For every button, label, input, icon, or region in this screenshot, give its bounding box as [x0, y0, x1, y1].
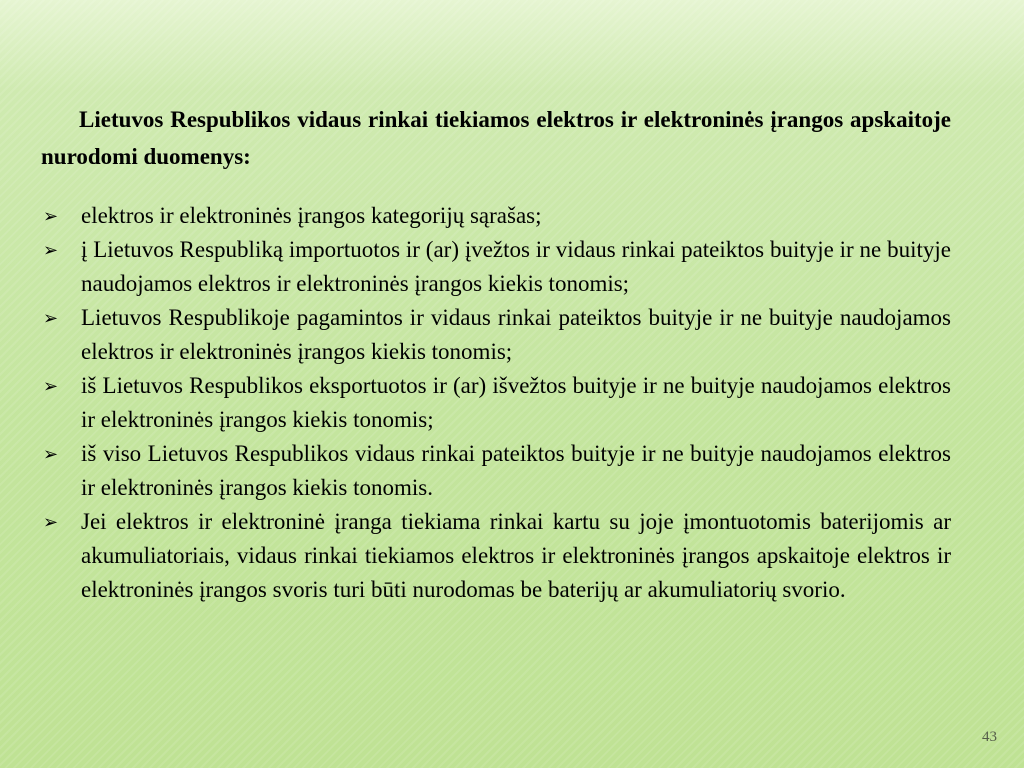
bullet-text: iš Lietuvos Respublikos eksportuotos ir (ar) išvežtos buityje ir ne buityje naudojamos elektros ir elektroninės įrangos kiekis tonomis; [81, 373, 951, 432]
arrowhead-bullet-icon: ➢ [43, 512, 59, 533]
arrowhead-bullet-icon: ➢ [43, 308, 59, 329]
intro-heading: Lietuvos Respublikos vidaus rinkai tiekiamos elektros ir elektroninės įrangos apskaitoje nurodomi duomenys: [41, 107, 951, 169]
bullet-item [41, 301, 951, 369]
bullet-text: į Lietuvos Respubliką importuotos ir (ar) įvežtos ir vidaus rinkai pateiktos buityje ir ne buityje naudojamos elektros ir elektroninės įrangos kiekis tonomis; [81, 237, 951, 296]
page-number: 43 [982, 729, 997, 745]
bullet-item [41, 233, 951, 301]
arrowhead-bullet-icon: ➢ [43, 444, 59, 465]
arrowhead-bullet-icon: ➢ [43, 240, 59, 261]
bullet-text: elektros ir elektroninės įrangos kategorijų sąrašas; [81, 203, 542, 228]
bullet-item [41, 369, 951, 437]
bullet-list [41, 199, 951, 607]
arrowhead-bullet-icon: ➢ [43, 206, 59, 227]
arrowhead-bullet-icon: ➢ [43, 376, 59, 397]
bullet-text: Lietuvos Respublikoje pagamintos ir vidaus rinkai pateiktos buityje ir ne buityje naudojamos elektros ir elektroninės įrangos kiekis tonomis; [81, 305, 951, 364]
bullet-item [41, 437, 951, 505]
bullet-text: Jei elektros ir elektroninė įranga tiekiama rinkai kartu su joje įmontuotomis baterijomis ar akumuliatoriais, vidaus rinkai tiekiamos elektros ir elektroninės įrangos apskaitoje elektros ir elektroninės įrangos svoris turi būti nurodomas be baterijų ar akumuliatorių svorio. [81, 509, 951, 602]
bullet-item [41, 199, 951, 233]
bullet-text: iš viso Lietuvos Respublikos vidaus rinkai pateiktos buityje ir ne buityje naudojamos elektros ir elektroninės įrangos kiekis tonomis. [81, 441, 951, 500]
bullet-item [41, 505, 951, 607]
